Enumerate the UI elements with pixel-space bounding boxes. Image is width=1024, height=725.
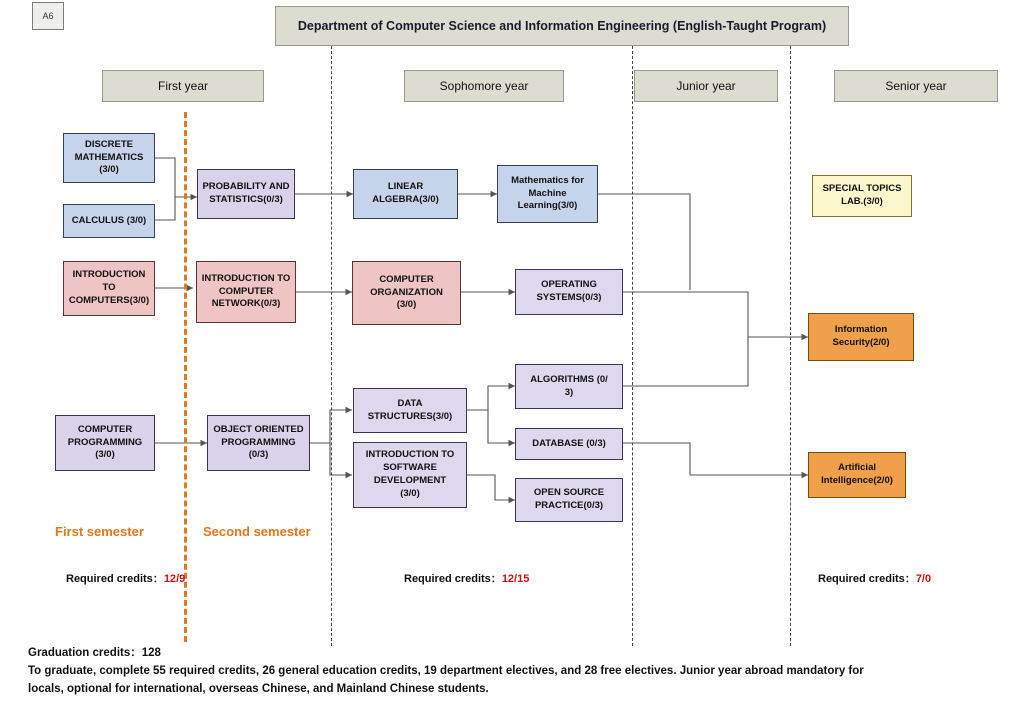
required-credits-value: 7/0 <box>915 573 932 585</box>
course-label-line2: Machine <box>528 187 567 199</box>
course-label-line3: COMPUTERS(3/0) <box>68 294 150 306</box>
course-label-line3: Learning(3/0) <box>517 200 578 212</box>
course-information-security[interactable] <box>808 313 914 361</box>
course-discrete-mathematics[interactable] <box>63 133 155 183</box>
required-credits-sem1-value: 12 <box>163 573 177 585</box>
page-title: Department of Computer Science and Information Engineering (English-Taught Program) <box>275 6 849 46</box>
course-label-line3: DEVELOPMENT <box>373 475 447 486</box>
course-label-line1: INTRODUCTION TO <box>201 272 291 284</box>
course-label-line1: COMPUTER <box>77 423 133 435</box>
graduation-credits: Graduation credits：128 <box>28 647 161 659</box>
course-operating-systems[interactable] <box>515 269 623 315</box>
course-label-line2: Security(2/0) <box>832 337 890 348</box>
footer-notes <box>28 645 888 698</box>
separator-semester <box>184 112 187 642</box>
course-label-line3: (3/0) <box>99 164 119 176</box>
course-label-line1: DATABASE (0/3) <box>532 437 606 449</box>
course-database[interactable] <box>515 428 623 460</box>
course-mathematics-for-machine-learning[interactable] <box>497 165 598 223</box>
course-computer-programming[interactable] <box>55 415 155 471</box>
year-header-junior <box>634 70 778 102</box>
course-open-source-practice[interactable] <box>515 478 623 522</box>
course-special-topics-lab[interactable] <box>812 175 912 217</box>
course-label-line1: CALCULUS (3/0) <box>71 214 147 226</box>
course-computer-organization[interactable] <box>352 261 461 325</box>
course-label-line3: (3/0) <box>95 449 115 461</box>
course-label-line1: OBJECT ORIENTED <box>213 423 304 435</box>
course-label-line2: 3) <box>564 386 574 398</box>
course-label-line1: OPERATING <box>541 279 597 291</box>
course-label-line2: TO <box>102 282 116 294</box>
required-credits-senior <box>818 570 931 586</box>
course-label-line3: (3/0) <box>396 299 417 311</box>
course-label-line2: MATHEMATICS <box>74 151 144 163</box>
year-header-sophomore-label: Sophomore year <box>439 79 529 93</box>
course-data-structures[interactable] <box>353 388 467 433</box>
course-label-line2: Intelligence(2/0) <box>821 475 893 486</box>
course-label-line2: STATISTICS(0/3) <box>209 194 283 205</box>
course-label-line2: PROGRAMMING <box>221 436 296 448</box>
required-credits-sophomore <box>404 570 529 586</box>
course-label-line2: ALGEBRA(3/0) <box>372 194 439 205</box>
separator-sophomore-junior <box>632 46 633 646</box>
course-label-line1: OPEN SOURCE <box>533 487 605 499</box>
course-probability-and-statistics[interactable] <box>197 169 295 219</box>
course-label-line1: Information <box>834 324 888 336</box>
course-label-line1: LINEAR <box>387 181 424 193</box>
course-algorithms[interactable] <box>515 364 623 409</box>
year-header-junior-label: Junior year <box>676 79 736 93</box>
course-label-line2: PROGRAMMING <box>67 436 143 448</box>
sheet-tag: A6 <box>32 2 64 30</box>
course-label-line2: ORGANIZATION <box>370 286 443 298</box>
separator-junior-senior <box>790 46 791 646</box>
course-label-line2: PRACTICE(0/3) <box>534 500 604 511</box>
label-second-semester: Second semester <box>203 524 311 539</box>
course-label-line1: Mathematics for <box>511 174 584 186</box>
course-label-line2: COMPUTER <box>218 285 274 297</box>
course-label-line1: DISCRETE <box>84 138 134 150</box>
course-label-line4: (3/0) <box>400 487 420 499</box>
year-header-first-label: First year <box>157 79 208 93</box>
course-calculus[interactable] <box>63 204 155 238</box>
required-credits-separator: / <box>176 573 180 585</box>
required-credits-label: Required credits： <box>404 573 502 585</box>
label-first-semester: First semester <box>55 524 144 539</box>
course-label-line2: SYSTEMS(0/3) <box>536 292 602 303</box>
required-credits-first-year <box>66 570 185 586</box>
year-header-sophomore <box>404 70 564 102</box>
required-credits-label: Required credits： <box>66 573 164 585</box>
course-label-line3: (0/3) <box>248 449 269 461</box>
course-label-line2: LAB.(3/0) <box>841 196 883 207</box>
course-object-oriented-programming[interactable] <box>207 415 310 471</box>
course-label-line1: COMPUTER <box>379 273 434 285</box>
course-label-line1: ALGORITHMS (0/ <box>530 373 608 385</box>
course-label-line1: PROBABILITY AND <box>202 181 290 193</box>
course-introduction-to-computers[interactable] <box>63 261 155 316</box>
year-header-senior <box>834 70 998 102</box>
course-label-line1: INTRODUCTION <box>72 269 146 281</box>
course-introduction-to-software-development[interactable] <box>353 442 467 508</box>
separator-first-sophomore <box>331 46 332 646</box>
course-label-line1: DATA <box>397 397 423 409</box>
course-artificial-intelligence[interactable] <box>808 452 906 498</box>
course-label-line1: INTRODUCTION TO <box>365 449 455 461</box>
course-linear-algebra[interactable] <box>353 169 458 219</box>
course-label-line2: STRUCTURES(3/0) <box>367 410 453 422</box>
course-label-line1: SPECIAL TOPICS <box>822 183 902 195</box>
year-header-senior-label: Senior year <box>885 79 947 93</box>
course-introduction-to-computer-network[interactable] <box>196 261 296 323</box>
graduation-note: To graduate, complete 55 required credits, 26 general education credits, 19 department electives, and 28 free electives. Junior year abroad mandatory for locals, optional for international, overseas Chinese, and Mainland Chinese students. <box>28 664 864 695</box>
required-credits-label: Required credits： <box>818 573 916 585</box>
course-label-line3: NETWORK(0/3) <box>211 298 281 310</box>
required-credits-value: 12/15 <box>501 573 530 585</box>
course-label-line1: Artificial <box>837 462 876 474</box>
required-credits-sem2-value: 9 <box>179 573 186 585</box>
course-label-line2: SOFTWARE <box>383 462 437 474</box>
year-header-first <box>102 70 264 102</box>
